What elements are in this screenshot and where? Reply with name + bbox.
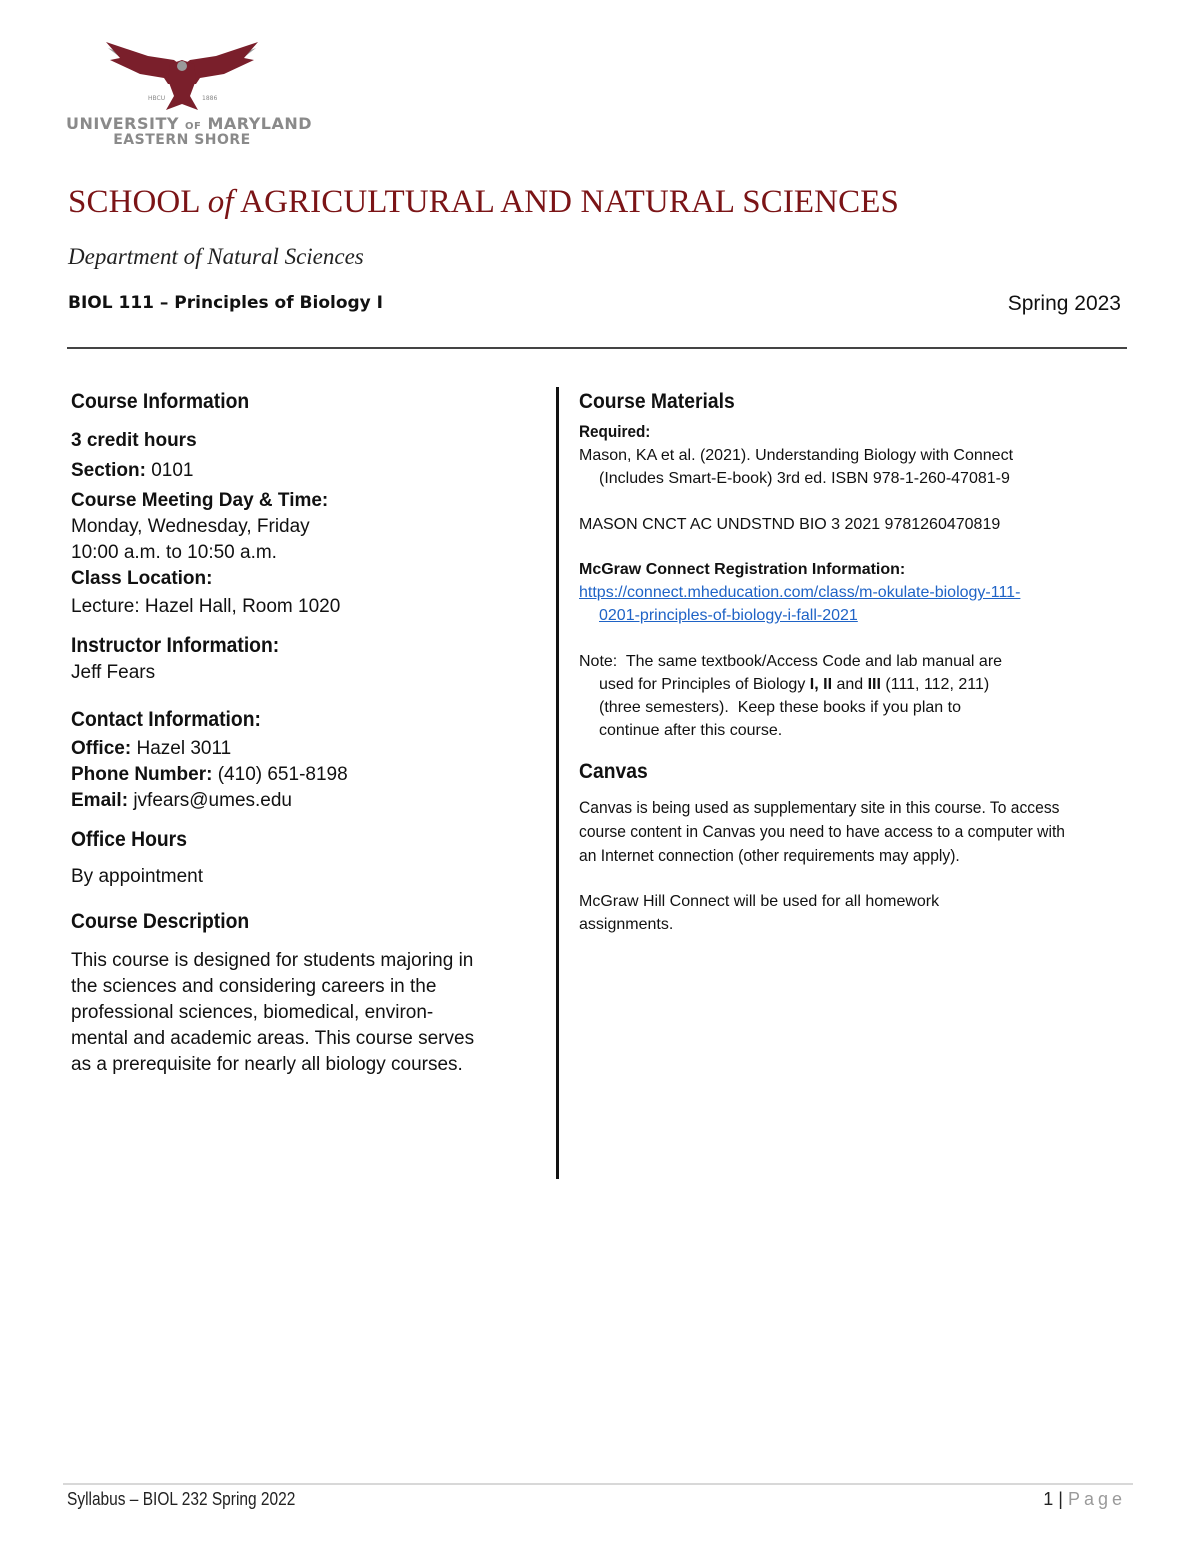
canvas-line: course content in Canvas you need to have access to a computer with [579,822,1065,841]
email-label: Email: [71,790,129,811]
svg-text:HBCU: HBCU [148,95,166,102]
course-information-heading: Course Information [71,390,250,413]
registration-label: McGraw Connect Registration Information: [579,561,906,578]
office-hours-heading: Office Hours [71,828,187,851]
phone-label: Phone Number: [71,764,213,785]
contact-section [71,708,541,814]
office-hours-section [71,828,541,890]
footer-divider [63,1483,1133,1485]
hawk-emblem-icon [104,40,260,112]
canvas-line: McGraw Hill Connect will be used for all homework [579,893,940,910]
course-title: BIOL 111 – Principles of Biology I [68,293,384,313]
contact-heading: Contact Information: [71,708,261,731]
description-line: mental and academic areas. This course serves [71,1028,475,1049]
university-logo [66,40,313,152]
section-value: 0101 [151,460,194,481]
canvas-section [579,760,1139,936]
column-divider [556,387,559,1179]
right-column [579,388,1139,936]
note-line: continue after this course. [599,722,783,739]
meeting-label: Course Meeting Day & Time: [71,490,329,511]
instructor-heading: Instructor Information: [71,634,280,657]
canvas-paragraph-1 [579,796,1139,868]
office-label: Office: [71,738,132,759]
footer-document-title: Syllabus – BIOL 232 Spring 2022 [67,1489,296,1509]
note-line: (three semesters). Keep these books if you plan to [599,699,961,716]
meeting-time: 10:00 a.m. to 10:50 a.m. [71,542,277,563]
canvas-line: assignments. [579,916,674,933]
course-description-section [71,910,541,1078]
description-line: as a prerequisite for nearly all biology courses. [71,1054,463,1075]
registration-link-line1[interactable]: https://connect.mheducation.com/class/m-okulate-biology-111- [579,584,1021,601]
credit-hours: 3 credit hours [71,430,197,451]
access-code: MASON CNCT AC UNDSTND BIO 3 2021 9781260470819 [579,516,1001,533]
course-description-text [71,948,541,1078]
page-separator: | [1058,1489,1063,1509]
course-description-heading: Course Description [71,910,250,933]
instructor-section [71,634,541,686]
page-number: 1 [1043,1489,1054,1509]
textbook-citation-line2: (Includes Smart-E-book) 3rd ed. ISBN 978-1-260-47081-9 [599,470,1010,487]
instructor-name: Jeff Fears [71,662,156,683]
required-label: Required: [579,422,651,441]
svg-text:1886: 1886 [202,95,218,102]
description-line: This course is designed for students majoring in [71,950,474,971]
email-row [71,788,541,814]
note-text [579,650,1139,742]
meeting-days: Monday, Wednesday, Friday [71,516,310,537]
office-value: Hazel 3011 [136,738,232,759]
course-materials-heading: Course Materials [579,390,735,413]
registration-link-line2[interactable]: 0201-principles-of-biology-i-fall-2021 [599,607,858,624]
note-line: used for Principles of Biology I, II and III (111, 112, 211) [599,676,990,693]
phone-value: (410) 651-8198 [217,764,348,785]
canvas-paragraph-2 [579,890,1139,936]
left-column [71,388,541,1078]
registration-link[interactable] [579,581,1139,627]
description-line: professional sciences, biomedical, environ- [71,1002,434,1023]
description-line: the sciences and considering careers in the [71,976,437,997]
textbook-citation-line1: Mason, KA et al. (2021). Understanding Biology with Connect [579,447,1014,464]
course-information-section [71,390,541,620]
section-row [71,458,541,484]
footer-page-number [1043,1489,1126,1510]
school-title: SCHOOL of AGRICULTURAL AND NATURAL SCIENCES [68,184,899,220]
office-hours-value: By appointment [71,866,204,887]
header-divider [67,347,1127,349]
page-label: Page [1067,1489,1126,1509]
canvas-line: an Internet connection (other requirements may apply). [579,846,960,865]
logo-text-eastern-shore: EASTERN SHORE [113,132,251,148]
location-label: Class Location: [71,568,213,589]
location-value: Lecture: Hazel Hall, Room 1020 [71,596,341,617]
office-row [71,736,541,762]
logo-text-university: UNIVERSITY OF MARYLAND [66,114,313,133]
term-label: Spring 2023 [1007,292,1121,315]
phone-row [71,762,541,788]
department-name: Department of Natural Sciences [68,244,364,269]
email-value[interactable]: jvfears@umes.edu [133,790,293,811]
course-materials-section [579,390,1139,742]
canvas-heading: Canvas [579,760,648,783]
canvas-line: Canvas is being used as supplementary site in this course. To access [579,798,1060,817]
note-line: Note: The same textbook/Access Code and lab manual are [579,653,1003,670]
section-label: Section: [71,460,146,481]
